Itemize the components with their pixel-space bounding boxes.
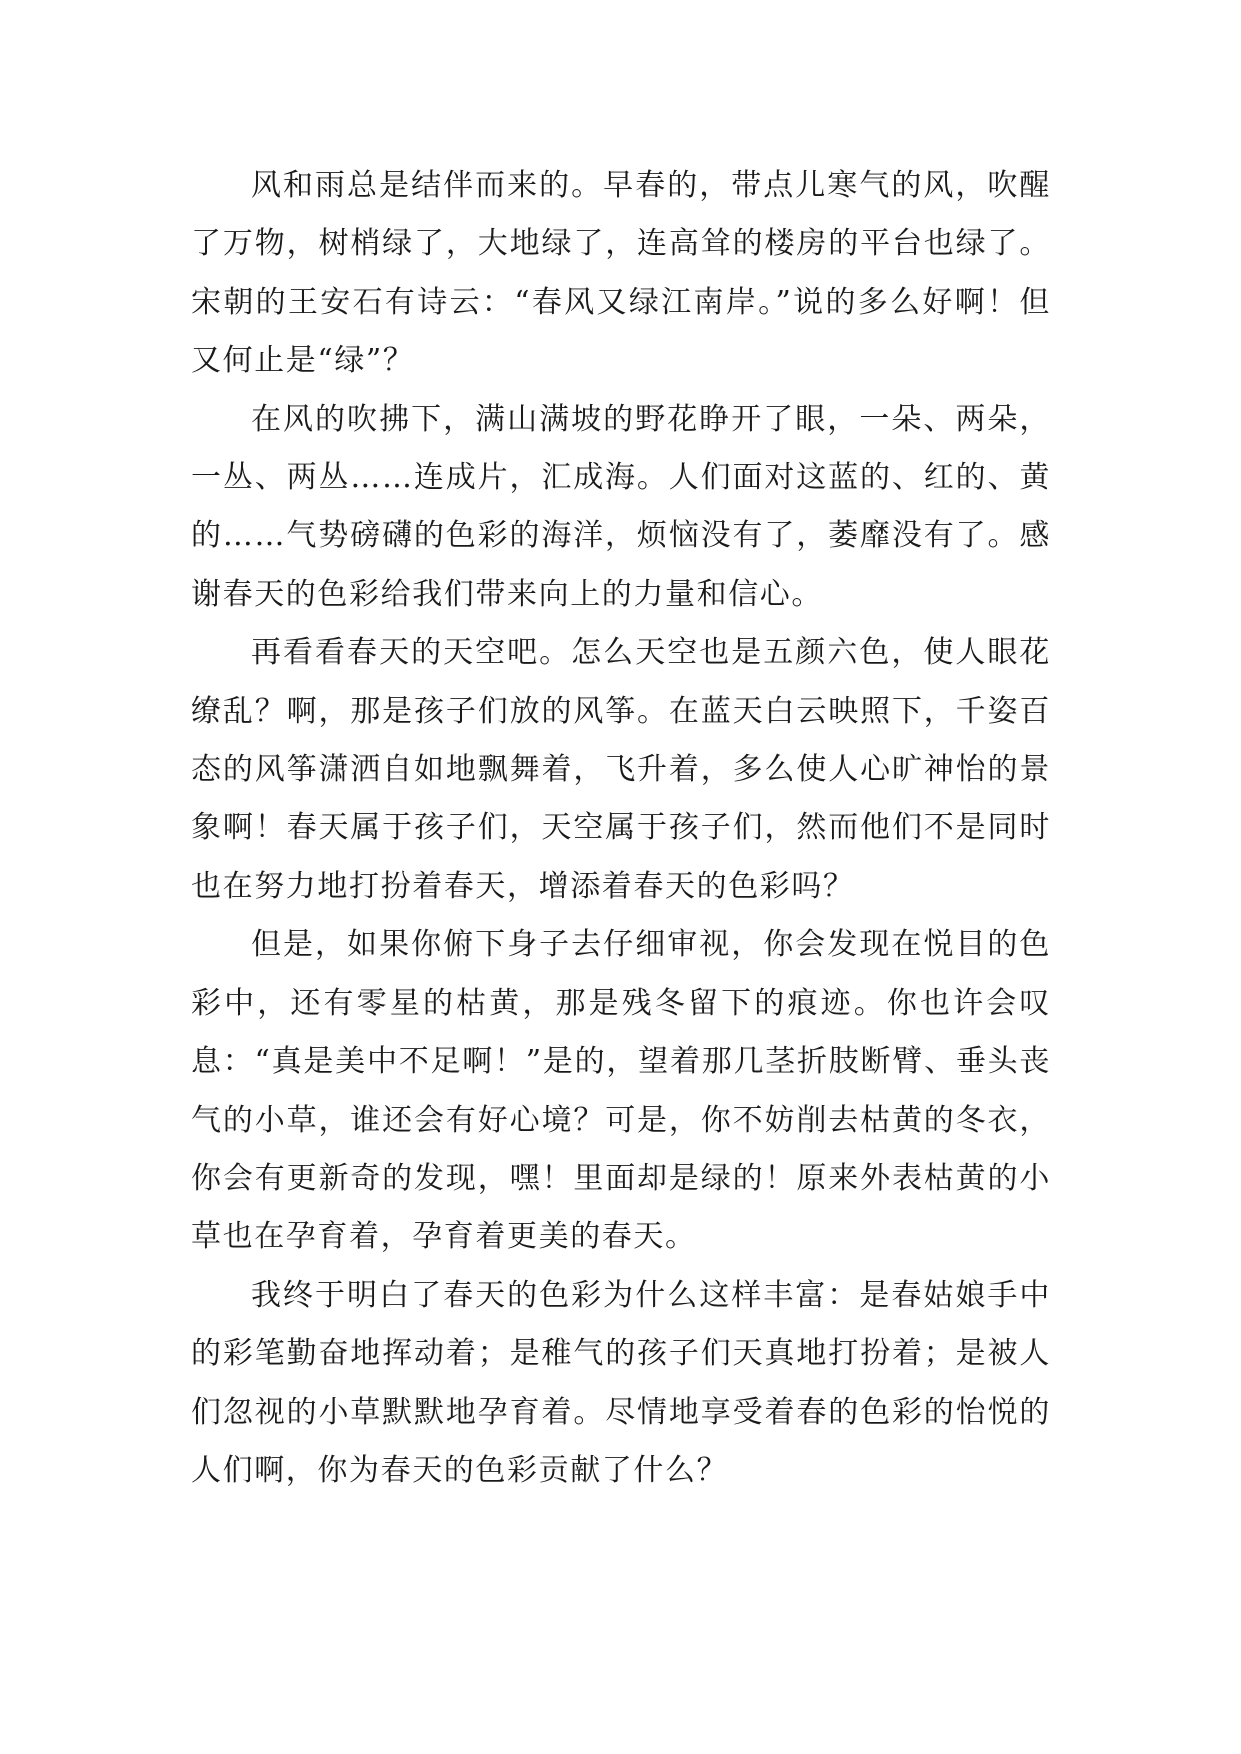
paragraph-4: 但是，如果你俯下身子去仔细审视，你会发现在悦目的色彩中，还有零星的枯黄，那是残冬留下的痕迹。你也许会叹息：“真是美中不足啊！”是的，望着那几茎折肢断臂、垂头丧气的小草，谁还会有好心境？可是，你不妨削去枯黄的冬衣，你会有更新奇的发现，嘿！里面却是绿的！原来外表枯黄的小草也在孕育着，孕育着更美的春天。 <box>191 927 1051 1255</box>
essay-body <box>191 157 1051 1500</box>
paragraph-5: 我终于明白了春天的色彩为什么这样丰富：是春姑娘手中的彩笔勤奋地挥动着；是稚气的孩子们天真地打扮着；是被人们忽视的小草默默地孕育着。尽情地享受着春的色彩的怡悦的人们啊，你为春天的色彩贡献了什么？ <box>191 1277 1051 1488</box>
paragraph-2: 在风的吹拂下，满山满坡的野花睁开了眼，一朵、两朵，一丛、两丛……连成片，汇成海。人们面对这蓝的、红的、黄的……气势磅礴的色彩的海洋，烦恼没有了，萎靡没有了。感谢春天的色彩给我们带来向上的力量和信心。 <box>191 401 1051 612</box>
paragraph-3: 再看看春天的天空吧。怎么天空也是五颜六色，使人眼花缭乱？啊，那是孩子们放的风筝。在蓝天白云映照下，千姿百态的风筝潇洒自如地飘舞着，飞升着，多么使人心旷神怡的景象啊！春天属于孩子们，天空属于孩子们，然而他们不是同时也在努力地打扮着春天，增添着春天的色彩吗？ <box>191 635 1051 904</box>
paragraph-1: 风和雨总是结伴而来的。早春的，带点儿寒气的风，吹醒了万物，树梢绿了，大地绿了，连高耸的楼房的平台也绿了。宋朝的王安石有诗云：“春风又绿江南岸。”说的多么好啊！但又何止是“绿”？ <box>191 168 1051 379</box>
